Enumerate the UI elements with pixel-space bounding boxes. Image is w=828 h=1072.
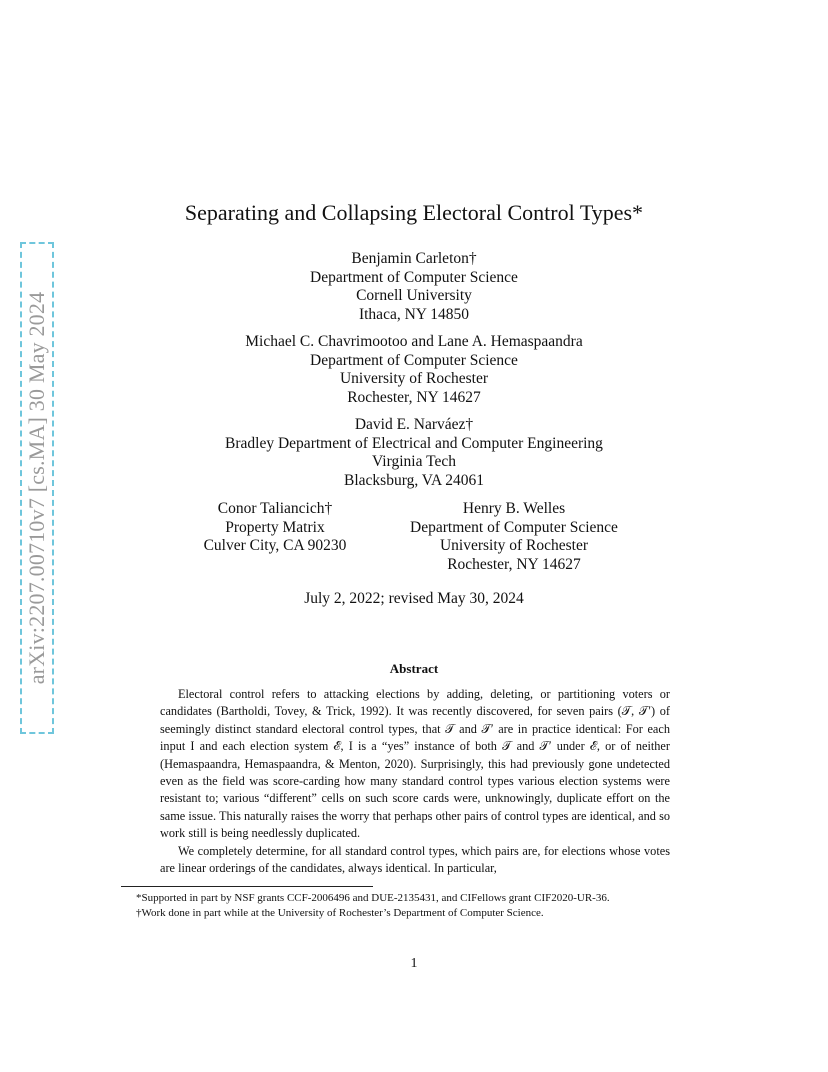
abstract-paragraph: Electoral control refers to attacking elections by adding, deleting, or partitioning voters or candidates (Bartholdi, Tovey, & Trick, 1992). It was recently discovered, for seven pairs (𝒯, 𝒯′) of seemingly distinct standard electoral control types, that 𝒯 and 𝒯′ are in practice identical: For each input I and each election system ℰ, I is a “yes” instance of both 𝒯 and 𝒯′ under ℰ, or of neither (Hemaspaandra, Hemaspaandra, & Menton, 2020). Surprisingly, this had previously gone undetected even as the field was score-carding how many standard control types various election systems were resistant to; various “different” cells on such score cards were, unknowingly, duplicate effort on the same issue. This naturally raises the worry that perhaps other pairs of control types are identical, and so work still is being needlessly duplicated. bbox=[160, 687, 670, 841]
author-address: Rochester, NY 14627 bbox=[447, 555, 581, 573]
author-name: Michael C. Chavrimootoo and Lane A. Hemaspaandra bbox=[245, 333, 583, 350]
arxiv-identifier: arXiv:2207.00710v7 [cs.MA] 30 May 2024 bbox=[24, 291, 49, 685]
author-name: Benjamin Carleton† bbox=[351, 250, 477, 267]
author-affiliation: Cornell University bbox=[356, 287, 472, 305]
author-name: David E. Narváez† bbox=[354, 416, 474, 433]
author-address: Blacksburg, VA 24061 bbox=[344, 471, 484, 489]
footnote: †Work done in part while at the University of Rochester’s Department of Computer Science. bbox=[136, 907, 544, 919]
author-affiliation: Department of Computer Science bbox=[310, 351, 518, 369]
abstract-body bbox=[160, 686, 670, 877]
author-block-2 bbox=[0, 333, 828, 407]
author-block-5 bbox=[392, 500, 636, 574]
author-address: Rochester, NY 14627 bbox=[347, 388, 481, 406]
paper-title: Separating and Collapsing Electoral Control Types* bbox=[184, 200, 644, 225]
author-affiliation: Property Matrix bbox=[225, 518, 325, 536]
author-affiliation: Virginia Tech bbox=[372, 453, 456, 471]
author-affiliation: Department of Computer Science bbox=[410, 518, 618, 536]
author-block-3 bbox=[0, 416, 828, 490]
footnote-rule bbox=[121, 886, 373, 887]
author-block-1 bbox=[0, 250, 828, 324]
paper-date: July 2, 2022; revised May 30, 2024 bbox=[304, 590, 524, 607]
author-name: Conor Taliancich† bbox=[217, 500, 333, 517]
author-affiliation: Bradley Department of Electrical and Computer Engineering bbox=[225, 434, 603, 452]
abstract-heading: Abstract bbox=[389, 661, 439, 676]
abstract-paragraph: We completely determine, for all standard control types, which pairs are, for elections whose votes are linear orderings of the candidates, always identical. In particular, bbox=[160, 843, 670, 876]
author-affiliation: Department of Computer Science bbox=[310, 268, 518, 286]
author-address: Culver City, CA 90230 bbox=[203, 537, 347, 555]
page-number: 1 bbox=[410, 956, 418, 971]
author-block-4 bbox=[180, 500, 370, 556]
author-affiliation: University of Rochester bbox=[339, 370, 489, 388]
author-affiliation: University of Rochester bbox=[439, 537, 589, 555]
author-address: Ithaca, NY 14850 bbox=[358, 305, 470, 323]
author-name: Henry B. Welles bbox=[462, 500, 566, 517]
footnote: *Supported in part by NSF grants CCF-2006496 and DUE-2135431, and CIFellows grant CIF2020-UR-36. bbox=[136, 892, 610, 904]
